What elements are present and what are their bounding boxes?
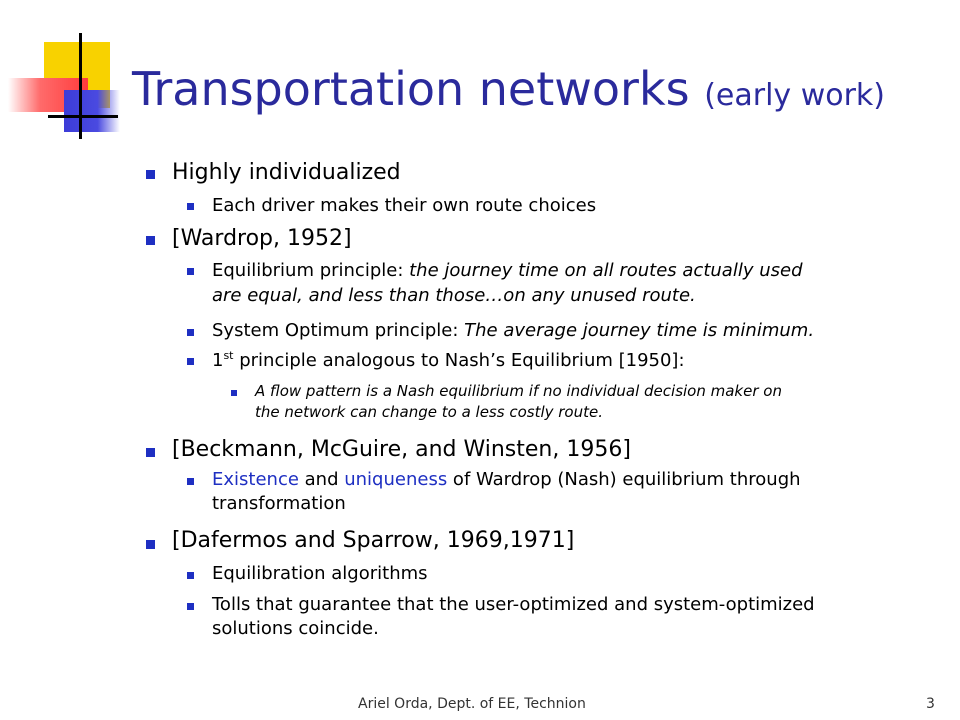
bullet-marker [146, 448, 155, 457]
uniqueness-word: uniqueness [344, 469, 448, 490]
logo-horizontal-line [48, 115, 118, 118]
first-principle-num: 1 [212, 350, 224, 371]
bullet-wardrop: [Wardrop, 1952] [172, 226, 352, 251]
slide-title [132, 62, 885, 116]
transformation-text: transformation [212, 493, 346, 514]
equilibrium-text-1: the journey time on all routes actually used [409, 260, 803, 281]
flow-pattern-line-1: A flow pattern is a Nash equilibrium if no individual decision maker on [255, 382, 782, 400]
of-wardrop-text: of Wardrop (Nash) equilibrium through [447, 469, 801, 490]
bullet-marker [146, 170, 155, 179]
bullet-equilibration: Equilibration algorithms [212, 563, 428, 584]
bullet-existence [212, 469, 801, 490]
bullet-dafermos: [Dafermos and Sparrow, 1969,1971] [172, 528, 575, 553]
flow-pattern-line-2: the network can change to a less costly route. [255, 403, 603, 421]
bullet-highly-individualized: Highly individualized [172, 160, 401, 185]
and-word: and [298, 469, 345, 490]
bullet-first-principle [212, 349, 685, 371]
first-principle-text: principle analogous to Nash’s Equilibrium [1950]: [233, 350, 685, 371]
logo-vertical-line [79, 33, 82, 139]
bullet-marker [146, 540, 155, 549]
bullet-marker [187, 268, 194, 275]
bullet-marker [187, 329, 194, 336]
page-number: 3 [926, 696, 935, 712]
footer-credit: Ariel Orda, Dept. of EE, Technion [358, 696, 586, 712]
first-principle-sup: st [223, 349, 234, 362]
bullet-system-optimum [212, 320, 814, 341]
equilibrium-label: Equilibrium principle: [212, 260, 410, 281]
title-sub: (early work) [704, 78, 885, 113]
equilibrium-text-2: are equal, and less than those…on any unused route. [212, 285, 696, 306]
bullet-marker [187, 358, 194, 365]
bullet-marker [146, 236, 155, 245]
bullet-marker [187, 203, 194, 210]
bullet-equilibrium-principle [212, 260, 803, 281]
title-main: Transportation networks [132, 62, 690, 116]
existence-word: Existence [212, 469, 299, 490]
system-opt-text: The average journey time is minimum. [464, 320, 815, 341]
bullet-marker [187, 603, 194, 610]
bullet-tolls: Tolls that guarantee that the user-optimized and system-optimized [212, 594, 815, 615]
decorative-logo [0, 0, 140, 150]
bullet-marker [231, 390, 237, 396]
tolls-line-2: solutions coincide. [212, 618, 379, 639]
bullet-marker [187, 572, 194, 579]
bullet-beckmann: [Beckmann, McGuire, and Winsten, 1956] [172, 437, 631, 462]
bullet-marker [187, 478, 194, 485]
system-opt-label: System Optimum principle: [212, 320, 465, 341]
bullet-each-driver: Each driver makes their own route choices [212, 195, 597, 216]
logo-blue-square [64, 90, 120, 132]
